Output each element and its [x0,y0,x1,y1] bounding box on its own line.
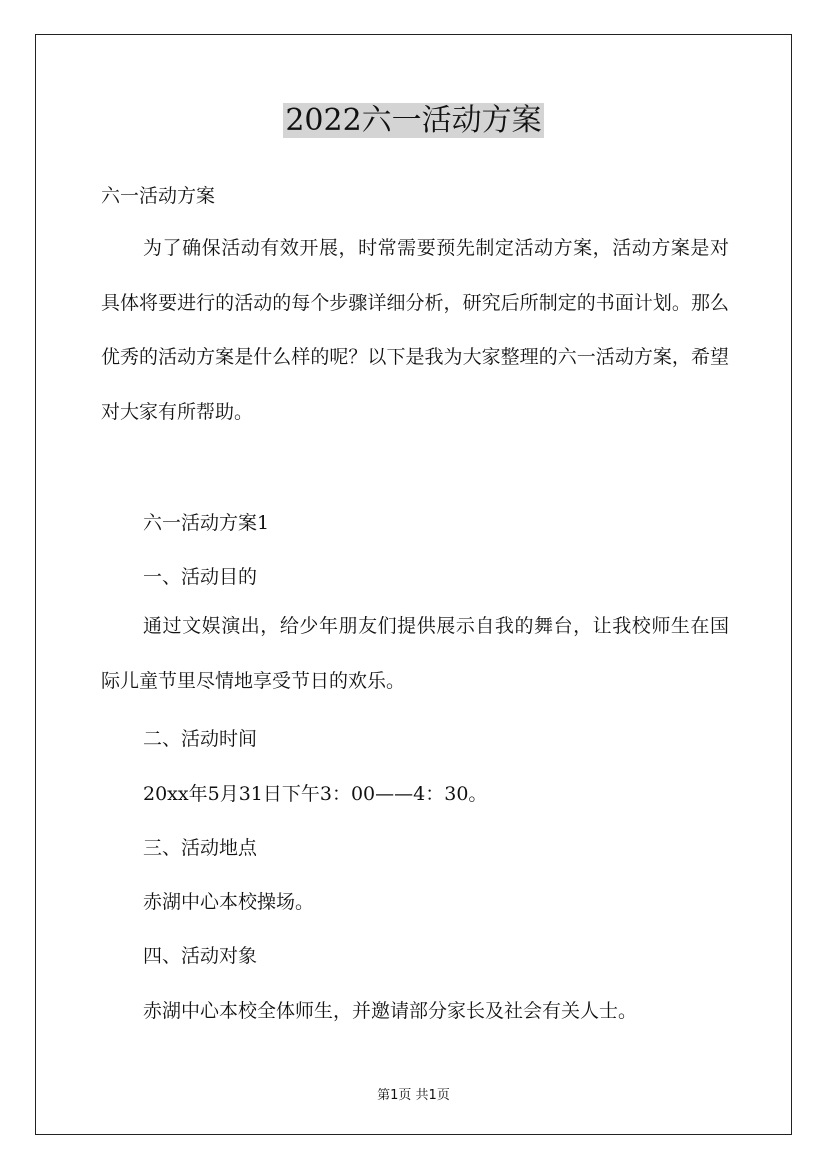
section-title: 六一活动方案1 [143,512,270,534]
subtitle: 六一活动方案 [101,185,216,207]
heading-time: 二、活动时间 [143,728,258,750]
purpose-paragraph: 通过文娱演出，给少年朋友们提供展示自我的舞台，让我校师生在国际儿童节里尽情地享受节日的欢乐。 [101,615,729,692]
heading-place: 三、活动地点 [143,837,258,859]
time-text: 20xx年5月31日下午3：00——4：30。 [143,783,488,805]
page-number: 第1页 共1页 [377,1088,450,1103]
heading-purpose: 一、活动目的 [143,566,258,588]
audience-text: 赤湖中心本校全体师生，并邀请部分家长及社会有关人士。 [143,1000,638,1022]
place-text: 赤湖中心本校操场。 [143,891,315,913]
intro-paragraph: 为了确保活动有效开展，时常需要预先制定活动方案，活动方案是对具体将要进行的活动的每个步骤详细分析，研究后所制定的书面计划。那么优秀的活动方案是什么样的呢？以下是我为大家整理的六一活动方案，希望对大家有所帮助。 [101,237,729,423]
heading-audience: 四、活动对象 [143,945,258,967]
document-title [0,100,827,142]
document-title-text: 2022六一活动方案 [285,103,542,138]
